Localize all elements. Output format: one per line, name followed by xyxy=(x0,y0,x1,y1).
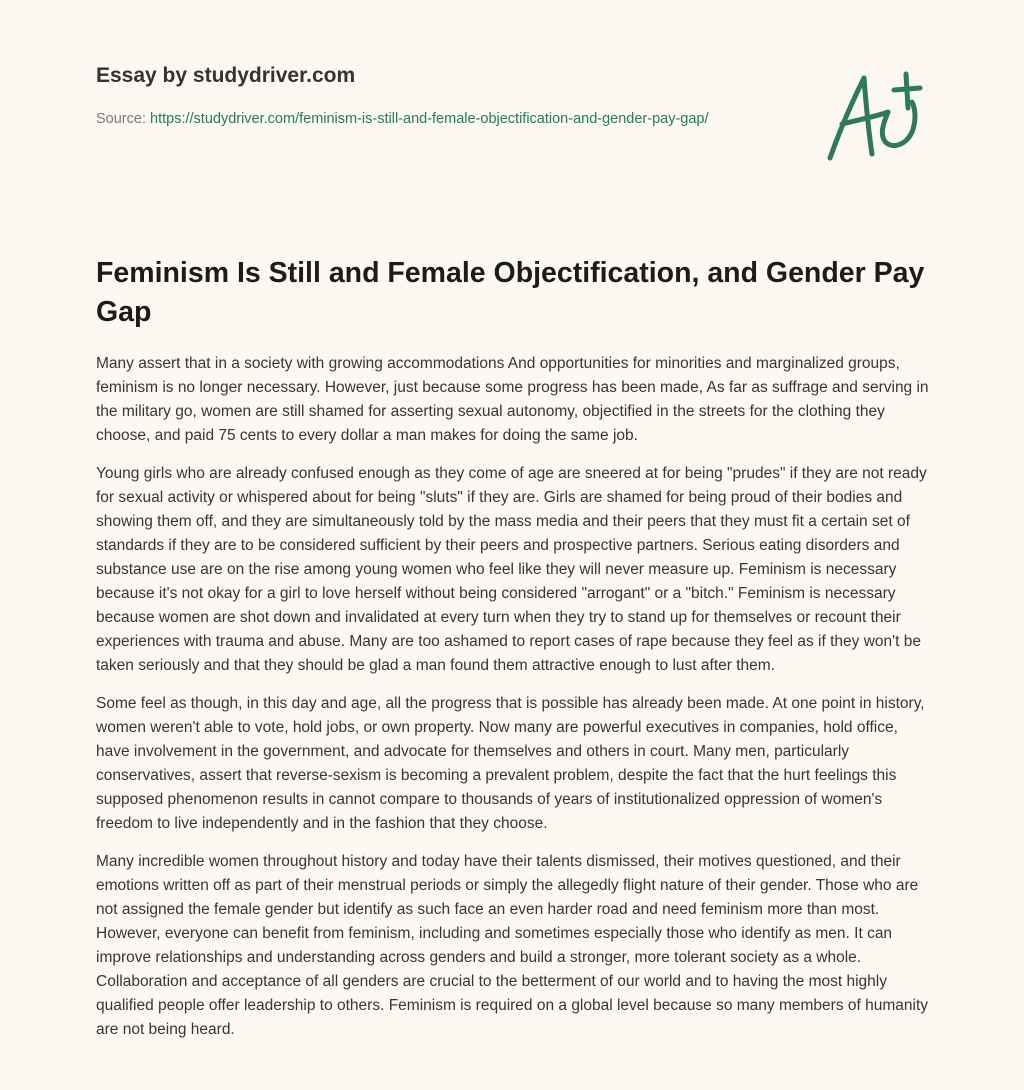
essay-title: Feminism Is Still and Female Objectification, and Gender Pay Gap xyxy=(96,257,925,328)
source-link[interactable]: https://studydriver.com/feminism-is-still-and-female-objectification-and-gender-pay-gap/ xyxy=(150,111,709,127)
a-plus-logo-icon xyxy=(822,68,926,164)
page-header xyxy=(96,62,756,130)
source-line xyxy=(96,108,756,130)
essay-paragraph: Some feel as though, in this day and age, all the progress that is possible has already been made. At one point in history, women weren't able to vote, hold jobs, or own property. Now many are powerful executives in companies, hold office, have involvement in the government, and advocate for themselves and others in court. Many men, particularly conservatives, assert that reverse-sexism is becoming a prevalent problem, despite the fact that the hurt feelings this supposed phenomenon results in cannot compare to thousands of years of institutionalized oppression of women's freedom to live independently and in the fashion that they choose. xyxy=(96,695,925,832)
essay-body xyxy=(96,352,930,1056)
site-brand: Essay by studydriver.com xyxy=(96,64,356,87)
essay-paragraph: Many assert that in a society with growing accommodations And opportunities for minorities and marginalized groups, feminism is no longer necessary. However, just because some progress has been made, As far as suffrage and serving in the military go, women are still shamed for asserting sexual autonomy, objectified in the streets for the clothing they choose, and paid 75 cents to every dollar a man makes for doing the same job. xyxy=(96,355,929,444)
essay-paragraph: Many incredible women throughout history and today have their talents dismissed, their motives questioned, and their emotions written off as part of their menstrual periods or simply the allegedly flight nature of their gender. Those who are not assigned the female gender but identify as such face an even harder road and need feminism more than most. However, everyone can benefit from feminism, including and sometimes especially those who identify as men. It can improve relationships and understanding across genders and build a stronger, more tolerant society as a whole. Collaboration and acceptance of all genders are crucial to the betterment of our world and to having the most highly qualified people offer leadership to others. Feminism is required on a global level because so many members of humanity are not being heard. xyxy=(96,853,928,1038)
essay-paragraph: Young girls who are already confused enough as they come of age are sneered at for being "prudes" if they are not ready for sexual activity or whispered about for being "sluts" if they are. Girls are shamed for being proud of their bodies and showing them off, and they are simultaneously told by the mass media and their peers that they must fit a certain set of standards if they are to be considered sufficient by their peers and prospective partners. Serious eating disorders and substance use are on the rise among young women who feel like they will never measure up. Feminism is necessary because it's not okay for a girl to love herself without being considered "arrogant" or a "bitch." Feminism is necessary because women are shot down and invalidated at every turn when they try to stand up for themselves or recount their experiences with trauma and abuse. Many are too ashamed to report cases of rape because they feel as if they won't be taken seriously and that they should be glad a man found them attractive enough to lust after them. xyxy=(96,465,927,674)
source-label: Source: xyxy=(96,111,146,127)
